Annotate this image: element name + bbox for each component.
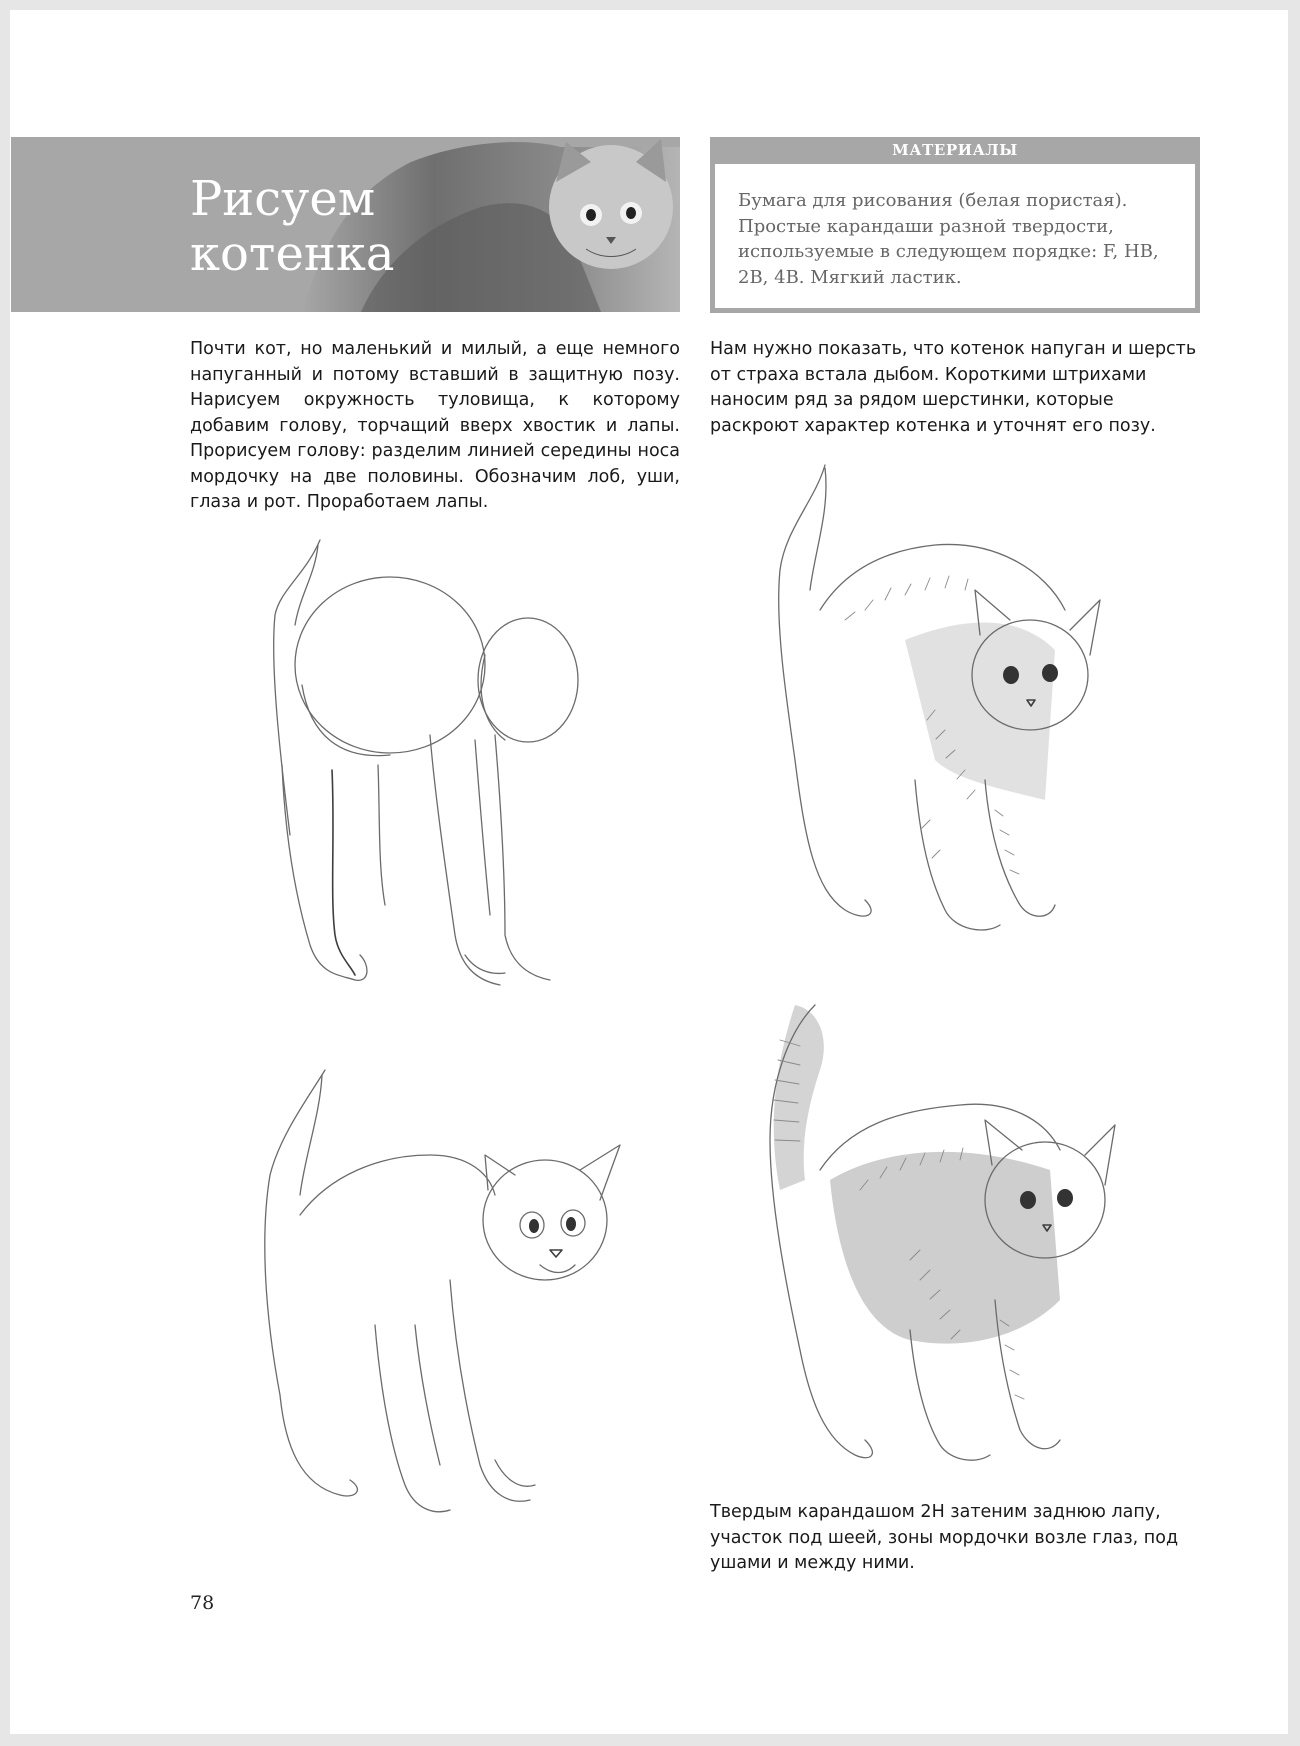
step-1-paragraph: Почти кот, но маленький и милый, а еще немного напуганный и потому вставший в защитную позу. Нарисуем окружность туловища, к которому добавим голову, торчащий вверх хвостик и лапы. Прорисуем голову: разделим линией середины носа мордочку на две половины. Обозначим лоб, уши, глаза и рот. Проработаем лапы.: [190, 339, 680, 512]
step-3-paragraph: Нам нужно показать, что котенок напуган и шерсть от страха встала дыбом. Короткими штрихами наносим ряд за рядом шерстинки, которые раскроют характер котенка и уточнят его позу.: [710, 339, 1197, 436]
title-line-2: котенка: [190, 226, 395, 282]
kitten-sketch-step-2: [240, 1065, 630, 1545]
kitten-sketch-step-3: [755, 460, 1165, 960]
kitten-sketch-step-4: [760, 1000, 1170, 1480]
title-line-1: Рисуем: [190, 171, 376, 227]
kitten-sketch-step-1: [260, 535, 630, 995]
materials-text: Бумага для рисования (белая пористая). Простые карандаши разной твердости, используемые в следующем порядке: F, HB, 2B, 4B. Мягкий ластик.: [738, 190, 1159, 288]
page-title: [190, 172, 520, 282]
materials-header: МАТЕРИАЛЫ: [710, 137, 1200, 164]
step-4-caption: Твердым карандашом 2H затеним заднюю лапу, участок под шеей, зоны мордочки возле глаз, под ушами и между ними.: [710, 1502, 1179, 1573]
page-number: 78: [190, 1592, 215, 1614]
